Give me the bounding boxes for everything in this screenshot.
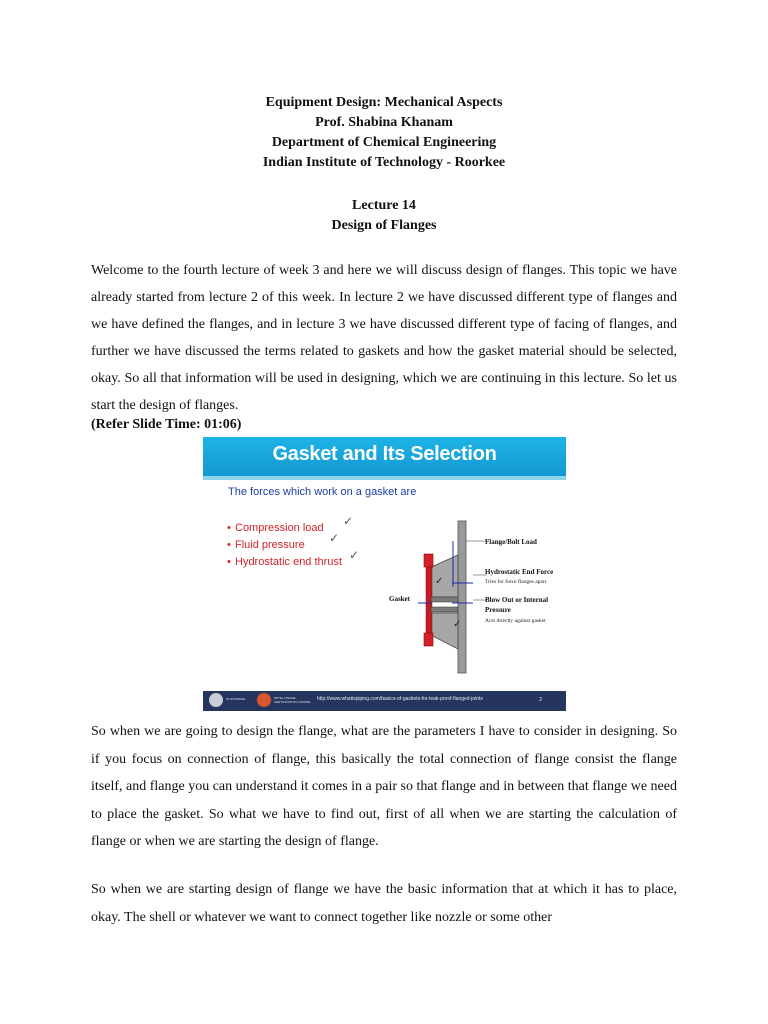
label-hydrostatic-end-force: Hydrostatic End Force — [485, 568, 554, 576]
slide-subtitle: The forces which work on a gasket are — [228, 486, 417, 498]
label-blow-out: Blow Out or Internal — [485, 596, 549, 604]
institute-name: Indian Institute of Technology - Roorkee — [262, 155, 506, 170]
paragraph-intro: Welcome to the fourth lecture of week 3 and here we will discuss design of flanges. This topic we have already started from lecture 2 of this week. In lecture 2 we have discussed different type of flanges and we have defined the flanges, and in lecture 3 we have discussed different type of facing of flanges, and further we have discussed the terms related to gaskets and how the gasket material should be selected, okay. So all that information will be used in designing, which we are continuing in this lecture. So let us start the design of flanges. — [91, 263, 677, 413]
nptel-logo — [257, 693, 271, 707]
checkmark-diagram-2: ✓ — [453, 619, 462, 630]
bolt-head-lower — [424, 633, 433, 646]
gasket-strip-2 — [431, 607, 458, 612]
document-header — [0, 93, 768, 173]
slide-image — [203, 437, 566, 711]
bullet-item: • Hydrostatic end thrust — [227, 556, 342, 568]
lecture-number: Lecture 14 — [352, 198, 416, 213]
lecture-title: Design of Flanges — [331, 218, 437, 233]
iit-roorkee-logo — [209, 693, 223, 707]
course-title: Equipment Design: Mechanical Aspects — [265, 95, 503, 110]
department-name: Department of Chemical Engineering — [271, 135, 497, 150]
gasket-strip — [431, 597, 458, 602]
lecture-heading — [0, 196, 768, 236]
slide-page-number: 2 — [539, 697, 542, 703]
refer-slide-time: (Refer Slide Time: 01:06) — [91, 417, 242, 432]
checkmark-diagram-1: ✓ — [435, 576, 444, 587]
paragraph-design-parameters: So when we are going to design the flange, what are the parameters I have to consider in designing. So if you focus on connection of flange, this basically the total connection of flange consist the flange itself, and flange you can understand it comes in a pair so that flange and in between that flange we need to place the gasket. So what we have to find out, first of all when we are starting the calculation of flange or when we are starting the design of flange. — [91, 724, 677, 849]
flange-plate — [458, 521, 466, 673]
bullet-item: • Fluid pressure — [227, 539, 305, 551]
slide-footer — [203, 691, 566, 711]
slide-title: Gasket and Its Selection — [272, 443, 497, 465]
label-flange-bolt-load: Flange/Bolt Load — [485, 538, 537, 546]
label-blow-out-note: Acts directly against gasket — [485, 618, 546, 624]
checkmark-icon: ✓ — [329, 531, 340, 545]
checkmark-icon: ✓ — [343, 514, 354, 528]
paragraph-basic-information: So when we are starting design of flange we have the basic information that at which it has to place, okay. The shell or whatever we want to connect together like nozzle or some other — [91, 882, 677, 925]
label-pressure: Pressure — [485, 606, 511, 614]
bolt-head-upper — [424, 554, 433, 567]
label-gasket: Gasket — [389, 595, 410, 603]
professor-name: Prof. Shabina Khanam — [315, 115, 453, 130]
iit-roorkee-logo-text: IIT ROORKEE — [226, 697, 246, 701]
slide-source-url: http://www.whatispiping.com/basics-of-gaskets-for-leak-proof-flanged-joints — [317, 696, 483, 702]
bullet-item: • Compression load — [227, 522, 324, 534]
label-hydrostatic-note: Tries for force flanges apart. — [485, 579, 548, 585]
nptel-logo-text: NPTEL ONLINE CERTIFICATION COURSE — [274, 696, 311, 704]
checkmark-icon: ✓ — [349, 548, 360, 562]
